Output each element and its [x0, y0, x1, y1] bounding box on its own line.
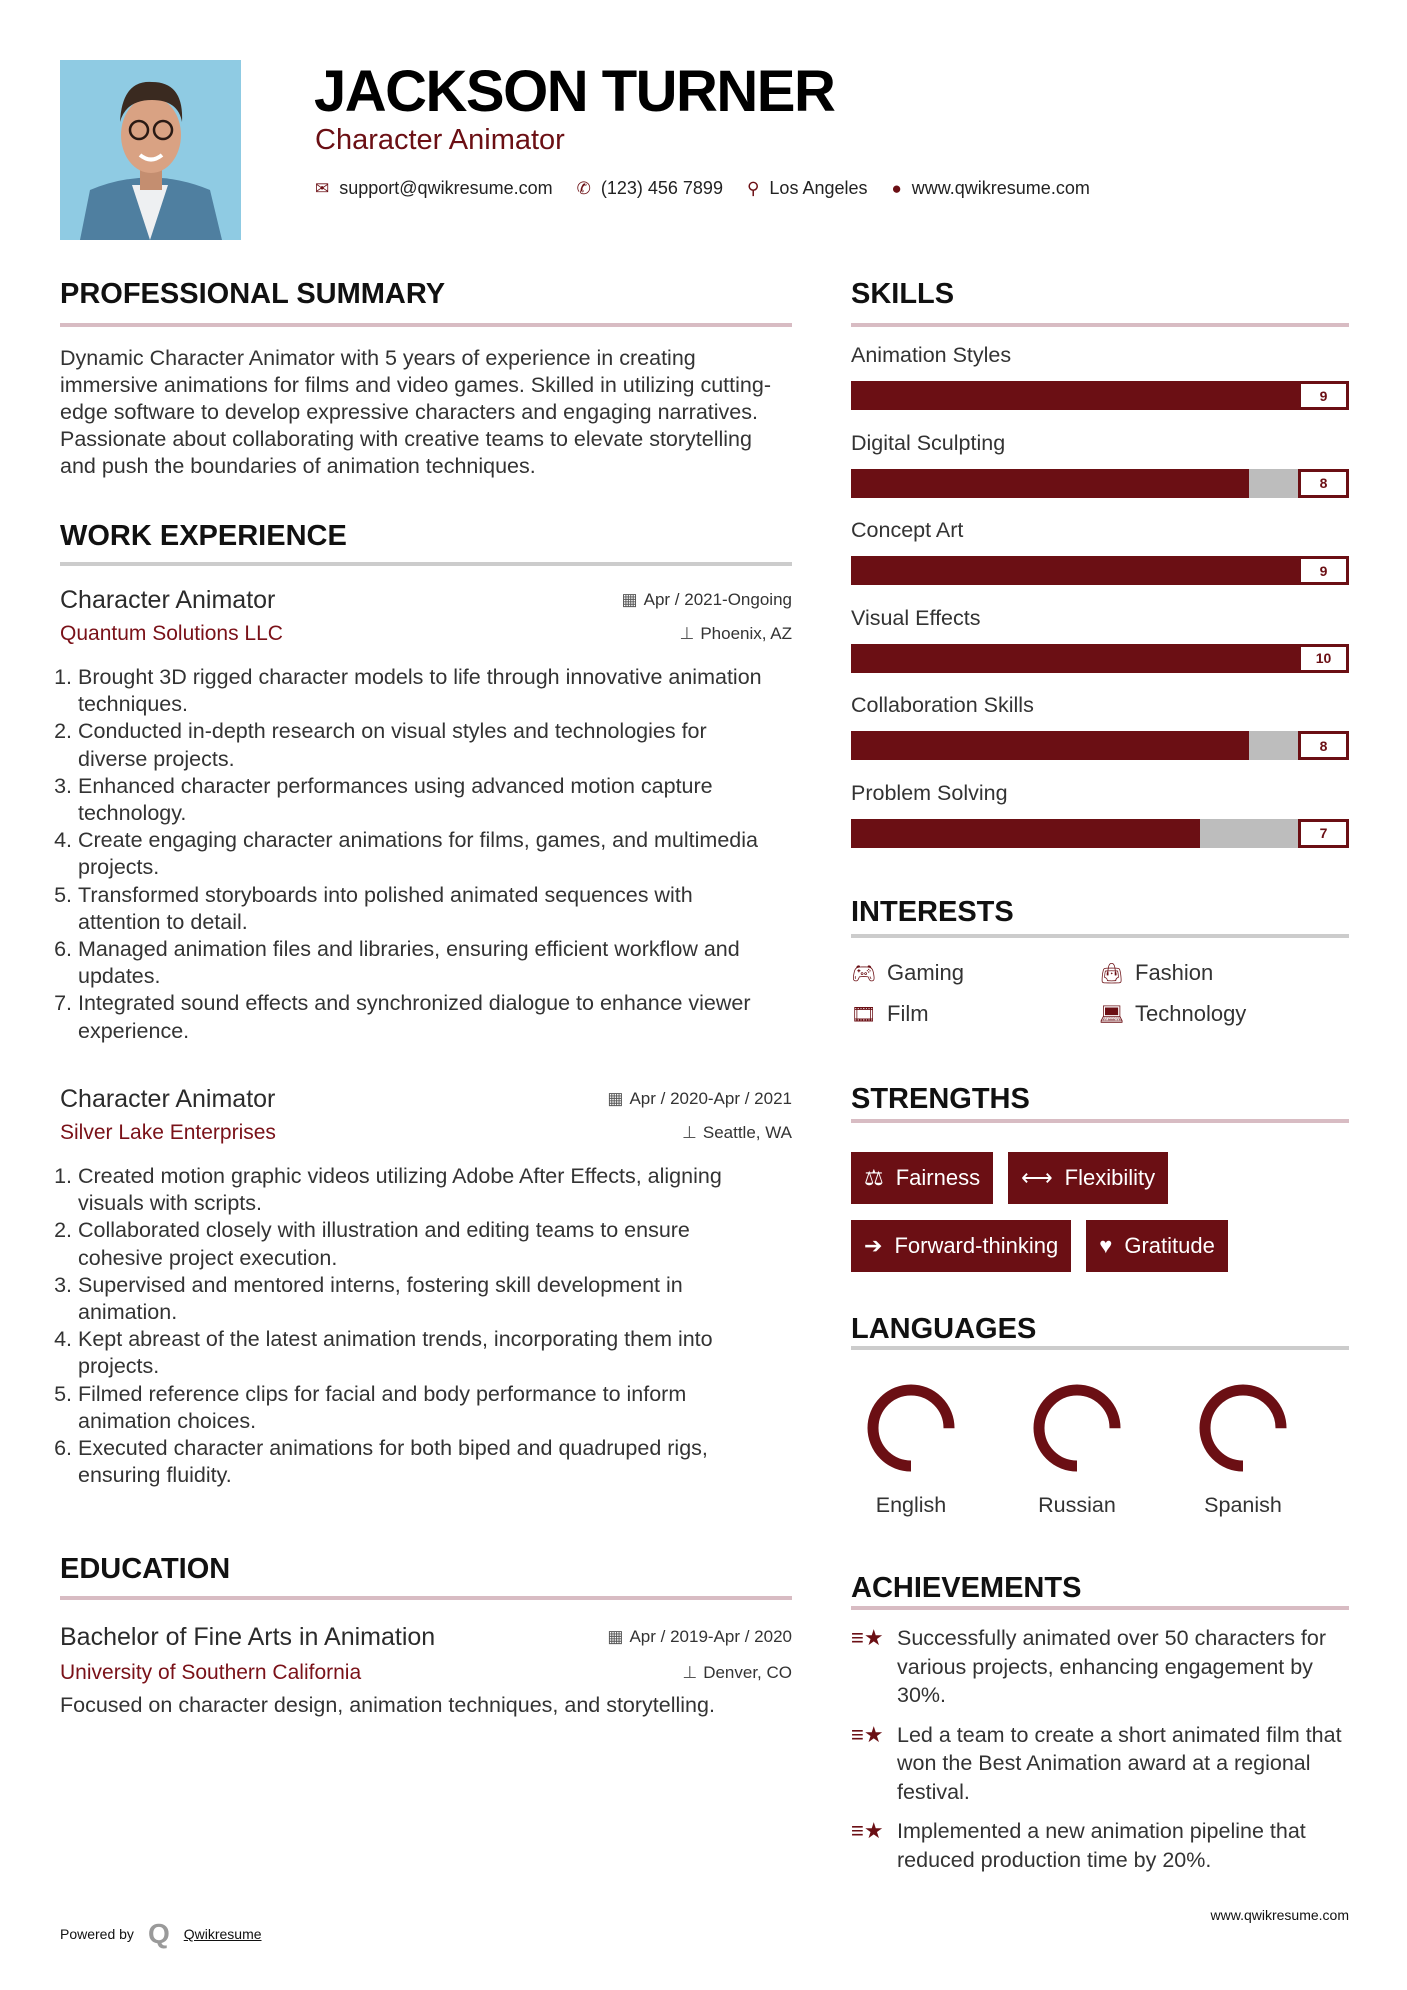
job-entry: [60, 1083, 792, 1489]
location-text: Los Angeles: [769, 178, 868, 198]
bullet: 5. Transformed storyboards into polished animated sequences with attention to detail.: [78, 882, 780, 936]
skill-item: [851, 606, 1349, 694]
interests-heading: INTERESTS: [851, 896, 1014, 928]
star-icon: ≡★: [851, 1721, 884, 1747]
pin-icon: ⊥: [679, 624, 695, 643]
interest-label: Technology: [1135, 1001, 1247, 1026]
skill-bar: [851, 819, 1349, 848]
calendar-icon: ▦: [621, 590, 638, 609]
skill-bar: [851, 731, 1349, 760]
language-level-arc: [1017, 1373, 1137, 1473]
job-location: Phoenix, AZ: [700, 624, 792, 643]
heart-icon: ♥: [1099, 1233, 1113, 1258]
summary-text: Dynamic Character Animator with 5 years of experience in creating immersive animations for films and video games. Skilled in utilizing cutting-edge software to develop expressive characters and engaging narratives. Passionate about collaborating with creative teams to elevate storytelling and push the boundaries of animation techniques.: [60, 346, 771, 478]
skill-bar: [851, 556, 1349, 585]
language-item: [1017, 1373, 1137, 1518]
arrow-right-icon: ➔: [864, 1233, 883, 1258]
interest-label: Fashion: [1135, 960, 1214, 985]
company-name: Quantum Solutions LLC: [60, 622, 283, 645]
education-location: Denver, CO: [703, 1663, 792, 1682]
arrows-h-icon: ⟷: [1021, 1165, 1053, 1190]
footer-powered: [60, 1918, 262, 1950]
skill-bar-fill: [851, 556, 1299, 585]
profile-photo: [60, 60, 241, 240]
education-dates: Apr / 2019-Apr / 2020: [629, 1627, 792, 1646]
bullet: 6. Executed character animations for both biped and quadruped rigs, ensuring fluidity.: [78, 1435, 780, 1489]
handbag-icon: 👜︎: [1099, 962, 1125, 985]
job-dates: Apr / 2021-Ongoing: [643, 590, 792, 609]
section-rule: [851, 323, 1349, 327]
interest-label: Film: [887, 1001, 929, 1026]
calendar-icon: ▦: [607, 1089, 624, 1108]
section-rule: [60, 1596, 792, 1600]
pin-icon: ⊥: [682, 1123, 697, 1142]
strength-tag: [851, 1220, 1071, 1272]
achievement-item: [851, 1817, 1361, 1874]
strengths-heading: STRENGTHS: [851, 1083, 1030, 1115]
education-heading: EDUCATION: [60, 1553, 231, 1585]
gamepad-icon: 🎮︎: [851, 962, 877, 985]
skill-item: [851, 431, 1349, 519]
balance-scale-icon: ⚖: [864, 1165, 884, 1190]
skill-name: Digital Sculpting: [851, 430, 1006, 455]
bullet: 4. Create engaging character animations for films, games, and multimedia projects.: [78, 827, 780, 881]
laptop-icon: 💻︎: [1099, 1003, 1125, 1026]
bullet: 1. Brought 3D rigged character models to life through innovative animation techniques.: [78, 664, 780, 718]
interests-list: [851, 960, 1349, 1027]
pin-icon: ⊥: [682, 1663, 698, 1682]
skill-item: [851, 693, 1349, 781]
achievement-item: [851, 1624, 1361, 1710]
skill-name: Animation Styles: [851, 343, 1012, 367]
email-link[interactable]: support@qwikresume.com: [339, 178, 553, 198]
star-icon: ≡★: [851, 1818, 884, 1843]
strength-label: Flexibility: [1064, 1165, 1156, 1190]
languages-list: [851, 1373, 1349, 1518]
interest-item: [851, 1001, 1099, 1027]
strengths-list: [851, 1152, 1349, 1272]
skill-name: Collaboration Skills: [851, 693, 1034, 717]
job-title: Character Animator: [60, 1084, 276, 1113]
education-description: Focused on character design, animation techniques, and storytelling.: [60, 1693, 715, 1717]
skill-bar: [851, 381, 1349, 410]
bullet: 3. Enhanced character performances using advanced motion capture technology.: [78, 773, 780, 827]
degree: Bachelor of Fine Arts in Animation: [60, 1622, 436, 1651]
skill-score: 10: [1298, 644, 1349, 673]
phone-text: (123) 456 7899: [600, 178, 723, 198]
bullet: 7. Integrated sound effects and synchronized dialogue to enhance viewer experience.: [78, 990, 780, 1044]
achievement-text: Implemented a new animation pipeline that reduced production time by 20%.: [897, 1819, 1306, 1872]
skill-bar-fill: [851, 469, 1249, 498]
job-entry: [60, 584, 792, 1045]
job-bullets: [60, 664, 780, 1045]
school-name: University of Southern California: [60, 1661, 362, 1684]
strength-tag: [1086, 1220, 1228, 1272]
skill-score: 9: [1298, 556, 1349, 585]
skills-heading: SKILLS: [851, 278, 955, 310]
achievement-item: [851, 1721, 1361, 1807]
language-level-arc: [1183, 1373, 1303, 1473]
globe-icon: ●: [891, 178, 902, 198]
languages-heading: LANGUAGES: [851, 1313, 1037, 1345]
bullet: 3. Supervised and mentored interns, fostering skill development in animation.: [78, 1272, 780, 1326]
bullet: 6. Managed animation files and libraries, ensuring efficient workflow and updates.: [78, 936, 780, 990]
strength-label: Gratitude: [1124, 1233, 1215, 1258]
summary-heading: PROFESSIONAL SUMMARY: [60, 278, 446, 310]
skill-score: 8: [1298, 731, 1349, 760]
footer-website[interactable]: www.qwikresume.com: [1210, 1907, 1349, 1923]
job-title: Character Animator: [60, 585, 276, 614]
achievements-list: [851, 1624, 1361, 1885]
calendar-icon: ▦: [607, 1627, 624, 1646]
skill-bar: [851, 644, 1349, 673]
interest-item: [1099, 960, 1347, 986]
skill-score: 8: [1298, 469, 1349, 498]
language-item: [851, 1373, 971, 1518]
star-icon: ≡★: [851, 1625, 884, 1650]
map-marker-icon: ⚲: [746, 178, 760, 198]
section-rule: [60, 323, 792, 327]
skill-score: 9: [1298, 381, 1349, 410]
bullet: 2. Conducted in-depth research on visual styles and technologies for diverse projects.: [78, 718, 780, 772]
skill-bar-fill: [851, 381, 1299, 410]
section-rule: [851, 1119, 1349, 1123]
strength-tag: [851, 1152, 993, 1204]
achievement-text: Successfully animated over 50 characters for various projects, enhancing engagement by 30%.: [897, 1626, 1327, 1707]
language-item: [1183, 1373, 1303, 1518]
interest-item: [851, 960, 1099, 986]
bullet: 5. Filmed reference clips for facial and body performance to inform animation choices.: [78, 1381, 780, 1435]
skill-bar: [851, 469, 1349, 498]
skills-list: [851, 343, 1349, 868]
candidate-name: JACKSON TURNER: [314, 59, 835, 124]
job-location: Seattle, WA: [702, 1123, 792, 1142]
skill-name: Problem Solving: [851, 780, 1008, 805]
skill-item: [851, 518, 1349, 606]
website-link[interactable]: www.qwikresume.com: [911, 178, 1090, 198]
achievements-heading: ACHIEVEMENTS: [851, 1572, 1082, 1604]
skill-bar-fill: [851, 819, 1200, 848]
skill-bar-fill: [851, 644, 1349, 673]
job-dates: Apr / 2020-Apr / 2021: [629, 1089, 792, 1108]
section-rule: [851, 1606, 1349, 1610]
job-bullets: [60, 1163, 780, 1489]
qwikresume-logo-icon: Q: [147, 1918, 170, 1949]
skill-name: Visual Effects: [851, 605, 981, 630]
interest-label: Gaming: [887, 960, 965, 985]
education-entry: [60, 1620, 792, 1719]
candidate-title: Character Animator: [315, 124, 565, 156]
experience-heading: WORK EXPERIENCE: [60, 520, 347, 552]
section-rule: [851, 934, 1349, 938]
bullet: 2. Collaborated closely with illustration and editing teams to ensure cohesive project execution.: [78, 1217, 780, 1271]
bullet: 4. Kept abreast of the latest animation trends, incorporating them into projects.: [78, 1326, 780, 1380]
interest-item: [1099, 1001, 1347, 1027]
skill-item: [851, 343, 1349, 431]
strength-label: Fairness: [895, 1165, 981, 1190]
envelope-icon: ✉: [315, 178, 330, 198]
phone-icon: ✆: [576, 178, 591, 198]
skill-item: [851, 781, 1349, 869]
skill-bar-fill: [851, 731, 1249, 760]
achievement-text: Led a team to create a short animated film that won the Best Animation award at a regional festival.: [897, 1722, 1342, 1804]
strength-label: Forward-thinking: [894, 1233, 1059, 1258]
section-rule: [60, 562, 792, 566]
film-icon: 🎞︎: [851, 1003, 877, 1026]
strength-tag: [1008, 1152, 1168, 1204]
language-name: Russian: [1038, 1493, 1116, 1517]
powered-by-label: Powered by: [60, 1926, 134, 1942]
skill-score: 7: [1298, 819, 1349, 848]
skill-name: Concept Art: [851, 518, 964, 542]
brand-link[interactable]: Qwikresume: [183, 1926, 262, 1942]
bullet: 1. Created motion graphic videos utilizing Adobe After Effects, aligning visuals with scripts.: [78, 1163, 780, 1217]
language-level-arc: [851, 1373, 971, 1473]
language-name: English: [875, 1493, 947, 1517]
language-name: Spanish: [1204, 1493, 1282, 1517]
contact-bar: [315, 178, 1090, 199]
company-name: Silver Lake Enterprises: [60, 1121, 276, 1144]
section-rule: [851, 1346, 1349, 1350]
